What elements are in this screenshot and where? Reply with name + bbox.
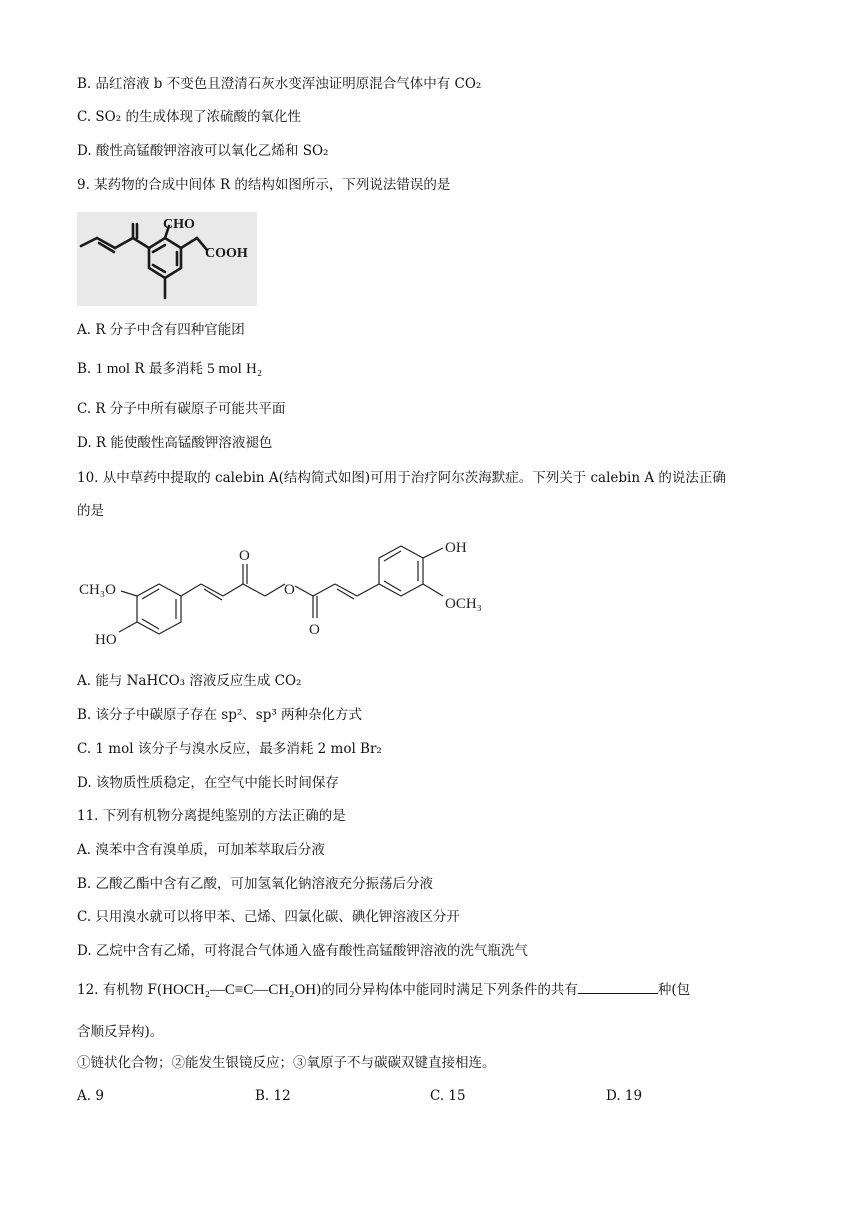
- q8-option-d: D. 酸性高锰酸钾溶液可以氧化乙烯和 SO₂: [77, 143, 329, 159]
- answer-blank: [578, 981, 658, 994]
- q12-stem-line1: [77, 981, 690, 999]
- q10-structure-diagram: [77, 536, 527, 656]
- q10-option-b: B. 该分子中碳原子存在 sp²、sp³ 两种杂化方式: [77, 707, 363, 723]
- q10-ester-o-label: O: [284, 582, 295, 598]
- q10-ketone-o-label: O: [239, 548, 250, 564]
- q9-cooh-label: COOH: [205, 246, 248, 261]
- q10-stem-line1: 10. 从中草药中提取的 calebin A(结构简式如图)可用于治疗阿尔茨海默症。下列关于 calebin A 的说法正确: [77, 470, 726, 486]
- q11-stem: 11. 下列有机物分离提纯鉴别的方法正确的是: [77, 808, 346, 824]
- q10-oh-right-label: OH: [445, 540, 467, 556]
- q10-ch3o-label: CH₃O: [79, 582, 116, 598]
- q8-option-b: B. 品红溶液 b 不变色且澄清石灰水变浑浊证明原混合气体中有 CO₂: [77, 76, 482, 92]
- q11-option-b: B. 乙酸乙酯中含有乙酸，可加氢氧化钠溶液充分振荡后分液: [77, 876, 434, 892]
- q11-option-a: A. 溴苯中含有溴单质，可加苯萃取后分液: [77, 842, 325, 858]
- q8-option-c: C. SO₂ 的生成体现了浓硫酸的氧化性: [77, 109, 301, 125]
- q12-option-c: C. 15: [430, 1088, 466, 1104]
- q10-carbonyl-o-label: O: [309, 622, 320, 638]
- q9-option-b-h2: H₂: [246, 361, 263, 377]
- q10-option-d: D. 该物质性质稳定，在空气中能长时间保存: [77, 775, 339, 791]
- q12-option-d: D. 19: [606, 1088, 643, 1104]
- q12-stem-line2: 含顺反异构)。: [77, 1024, 164, 1040]
- q9-option-c: C. R 分子中所有碳原子可能共平面: [77, 401, 286, 417]
- q10-option-a: A. 能与 NaHCO₃ 溶液反应生成 CO₂: [77, 673, 302, 689]
- q11-option-d: D. 乙烷中含有乙烯，可将混合气体通入盛有酸性高锰酸钾溶液的洗气瓶洗气: [77, 943, 528, 959]
- q11-option-c: C. 只用溴水就可以将甲苯、己烯、四氯化碳、碘化钾溶液区分开: [77, 909, 460, 925]
- q9-option-d: D. R 能使酸性高锰酸钾溶液褪色: [77, 435, 273, 451]
- q9-stem: 9. 某药物的合成中间体 R 的结构如图所示，下列说法错误的是: [77, 177, 451, 193]
- q12-conditions: ①链状化合物；②能发生银镜反应；③氧原子不与碳碳双键直接相连。: [77, 1055, 496, 1071]
- q10-och3-right-label: OCH₃: [445, 596, 482, 612]
- q12-stem-prefix: 12. 有机物 F(: [77, 982, 163, 998]
- q12-option-b: B. 12: [255, 1088, 291, 1104]
- q12-stem-end: 种(包: [657, 982, 691, 998]
- q9-option-b-amount1: 1 mol: [95, 361, 131, 377]
- q12-option-a: A. 9: [77, 1088, 104, 1104]
- q9-cho-label: CHO: [163, 217, 195, 232]
- q12-formula: HOCH₂—C≡C—CH₂OH: [162, 982, 317, 998]
- q9-option-b-mid: R 最多消耗: [130, 361, 208, 377]
- q9-option-a: A. R 分子中含有四种官能团: [77, 322, 245, 338]
- q9-option-b-prefix: B.: [77, 361, 96, 377]
- q12-stem-middle: )的同分异构体中能同时满足下列条件的共有: [316, 982, 578, 998]
- q9-option-b-amount2: 5 mol: [207, 361, 242, 377]
- q9-option-b: [77, 360, 262, 378]
- q10-ho-left-label: HO: [95, 632, 117, 648]
- q10-stem-line2: 的是: [77, 503, 104, 519]
- q9-structure-image: [77, 212, 257, 306]
- q10-option-c: C. 1 mol 该分子与溴水反应，最多消耗 2 mol Br₂: [77, 741, 382, 757]
